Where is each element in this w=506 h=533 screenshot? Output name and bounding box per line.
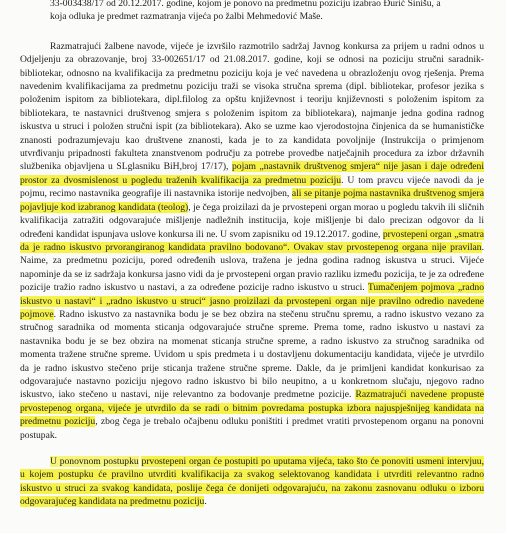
highlight-3: prvostepeni organ „smatra da je radno iskustvo prvorangiranog kandidata pravilno bodovano“. Ovakav stav prvostepenog organa nije pravilan	[20, 228, 484, 253]
highlight-4: Tumačenjem pojmova „radno iskustvo u nastavi“ i „radno iskustvo u struci“ jasno proizilazi da prvostepeni organ nije pravilno odredio navedene pojmove	[20, 282, 484, 320]
p1-text-a: Razmatrajući žalbene navode, vijeće je izvršilo razmotrilo sadržaj Javnog konkursa za prijem u radni odnos u Odjeljenju za obrazovanje, broj 33-002651/17 od 21.08.2017. godine, koji se odnosi na poziciju stručni saradnik-bibliotekar, odnosno na kvalifikacija za predmetnu poziciju koja je već navedena u obrazloženju ovog rješenja. Prema navedenim kvalifikacijama za predmetnu poziciju traži se visoka stručna sprema (dipl. bibliotekar, profesor jezika s položenim ispitom za bibliotekara, dipl.filolog za opštu književnost i teoriju književnosti s položenim ispitom za bibliotekara, te nastavnici društvenog smjera s položenim ispitom za bibliotekara), najmanje jedna godina radnog iskustva u struci i položen stručni ispit (za bibliotekara). Ako se uzme kao vjerodostojna činjenica da se humanističke znanosti podrazumjevaju kao društvene znanosti, kada je to za kandidata povoljnije (Instrukcija o primjenom utvrđivanju pripadnosti fakulteta znanstvenom području za potrebe provedbe natječajnih procedura za izbor državnih službenika objavljena u SLglasniku BiH,broj 17/17),	[20, 40, 484, 173]
p1-text-c: , je čega proizilazi da je prvostepeni organ morao u pogledu takvih ili sličnih kvalifikacija zatražiti odgovarajuće mišljenje nadležnih institucija, koje mišljenje bi dalo precizan odgovor da li određeni kandidat ispunjava uslove konkursa ili ne. U svom zapisniku od 19.12.2017. godine,	[20, 201, 484, 240]
paragraph-1	[20, 40, 484, 442]
highlight-6: prvostepeni organ će postupiti po uputama vijeća, tako što će ponoviti usmeni intervjuu, u kojem postupku će pravilno utvrditi kvalifikacija za svakog selektovanog kandidata i utvrditi relevantno radno iskustvo u struci za svakog kandidata, poslije čega će donijeti odgovarajuću, na zakonu zasnovanu odluku o izboru odgovarajućeg kandidata na predmetnu poziciju	[20, 456, 484, 508]
top-line-1: 33-003438/17 od 20.12.2017. godine, kojom je ponovo na predmetnu poziciju izabrao Đurić Sinišu, a	[50, 0, 441, 9]
highlight-2: ali se pitanje pojma nastavnika društvenog smjera pojavljuje kod izabranog kandidata (teolog)	[20, 188, 484, 213]
p1-text-e: . Radno iskustvo za nastavnika bodu je se bez obzira na stečenu stručnu spremu, a radno iskustvo vezano za stručnog saradnika od momenta sticanja odgovarajuće stručne spreme. Prema tome, radno iskustvo u nastavi za nastavnika bodu je se bez obzira na momenat sticanja stručne spreme, a radno iskustvo za stručnog saradnika od momenta tražene stručne spreme. Uvidom u spis predmeta i u dostavljenu dokumentaciju kandidata, vijeće je utvrdilo da je radno iskustvo stečeno prije sticanja tražene stručne spreme. Dakle, da je primljeni kandidat konkurisao za odgovarajuće nastavno poziciju njegovo radno iskustvo bi bilo neupitno, a u konkretnom slučaju, njegovo radno iskustvo, iako stečeno u nastavi, nije relevantno za bodovanje predmetne pozicije.	[20, 308, 484, 401]
paragraph-2	[20, 455, 484, 509]
top-line-2: koja odluka je predmet razmatranja vijeća po žalbi Mehmedović Maše.	[50, 11, 323, 23]
p1-text-f: , zbog čega je trebalo očajbenu odluku poništiti i predmet vratiti prvostepenom organu na ponovni postupak.	[20, 416, 484, 441]
highlight-5: Razmatrajući navedene propuste prvostepenog organa, vijeće je utvrdilo da se radi o bitnim povredama postupka izbora najuspješnijeg kandidata na predmetnu poziciju	[20, 389, 484, 428]
highlight-1: pojam „nastavnik društvenog smjera“ nije jasan i daje određeni prostor za dvosmislenost u pogledu traženih kvalifikacija za predmetnu poziciju	[20, 161, 484, 186]
p1-text-d: . Naime, za predmetnu poziciju, pored određenih uslova, tražena je jedna godina radnog iskustva u struci. Vijeće napominje da se iz sadržaja konkursa jasno vidi da je prvostepeni organ pravio razliku između pozicija, te je za određene pozicije tražio radno iskustvo u nastavi, a za određene pozicije radno iskustvo u struci.	[20, 241, 484, 294]
p2-text-end: .	[204, 496, 207, 508]
p1-text-b: . U tom pravcu vijeće navodi da je pojmu, recimo nastavnika geografije ili nastavnika istorije nedvojben,	[20, 174, 484, 200]
p2-text-a: U ponovnom postupku	[50, 456, 139, 467]
top-lines	[20, 0, 484, 24]
